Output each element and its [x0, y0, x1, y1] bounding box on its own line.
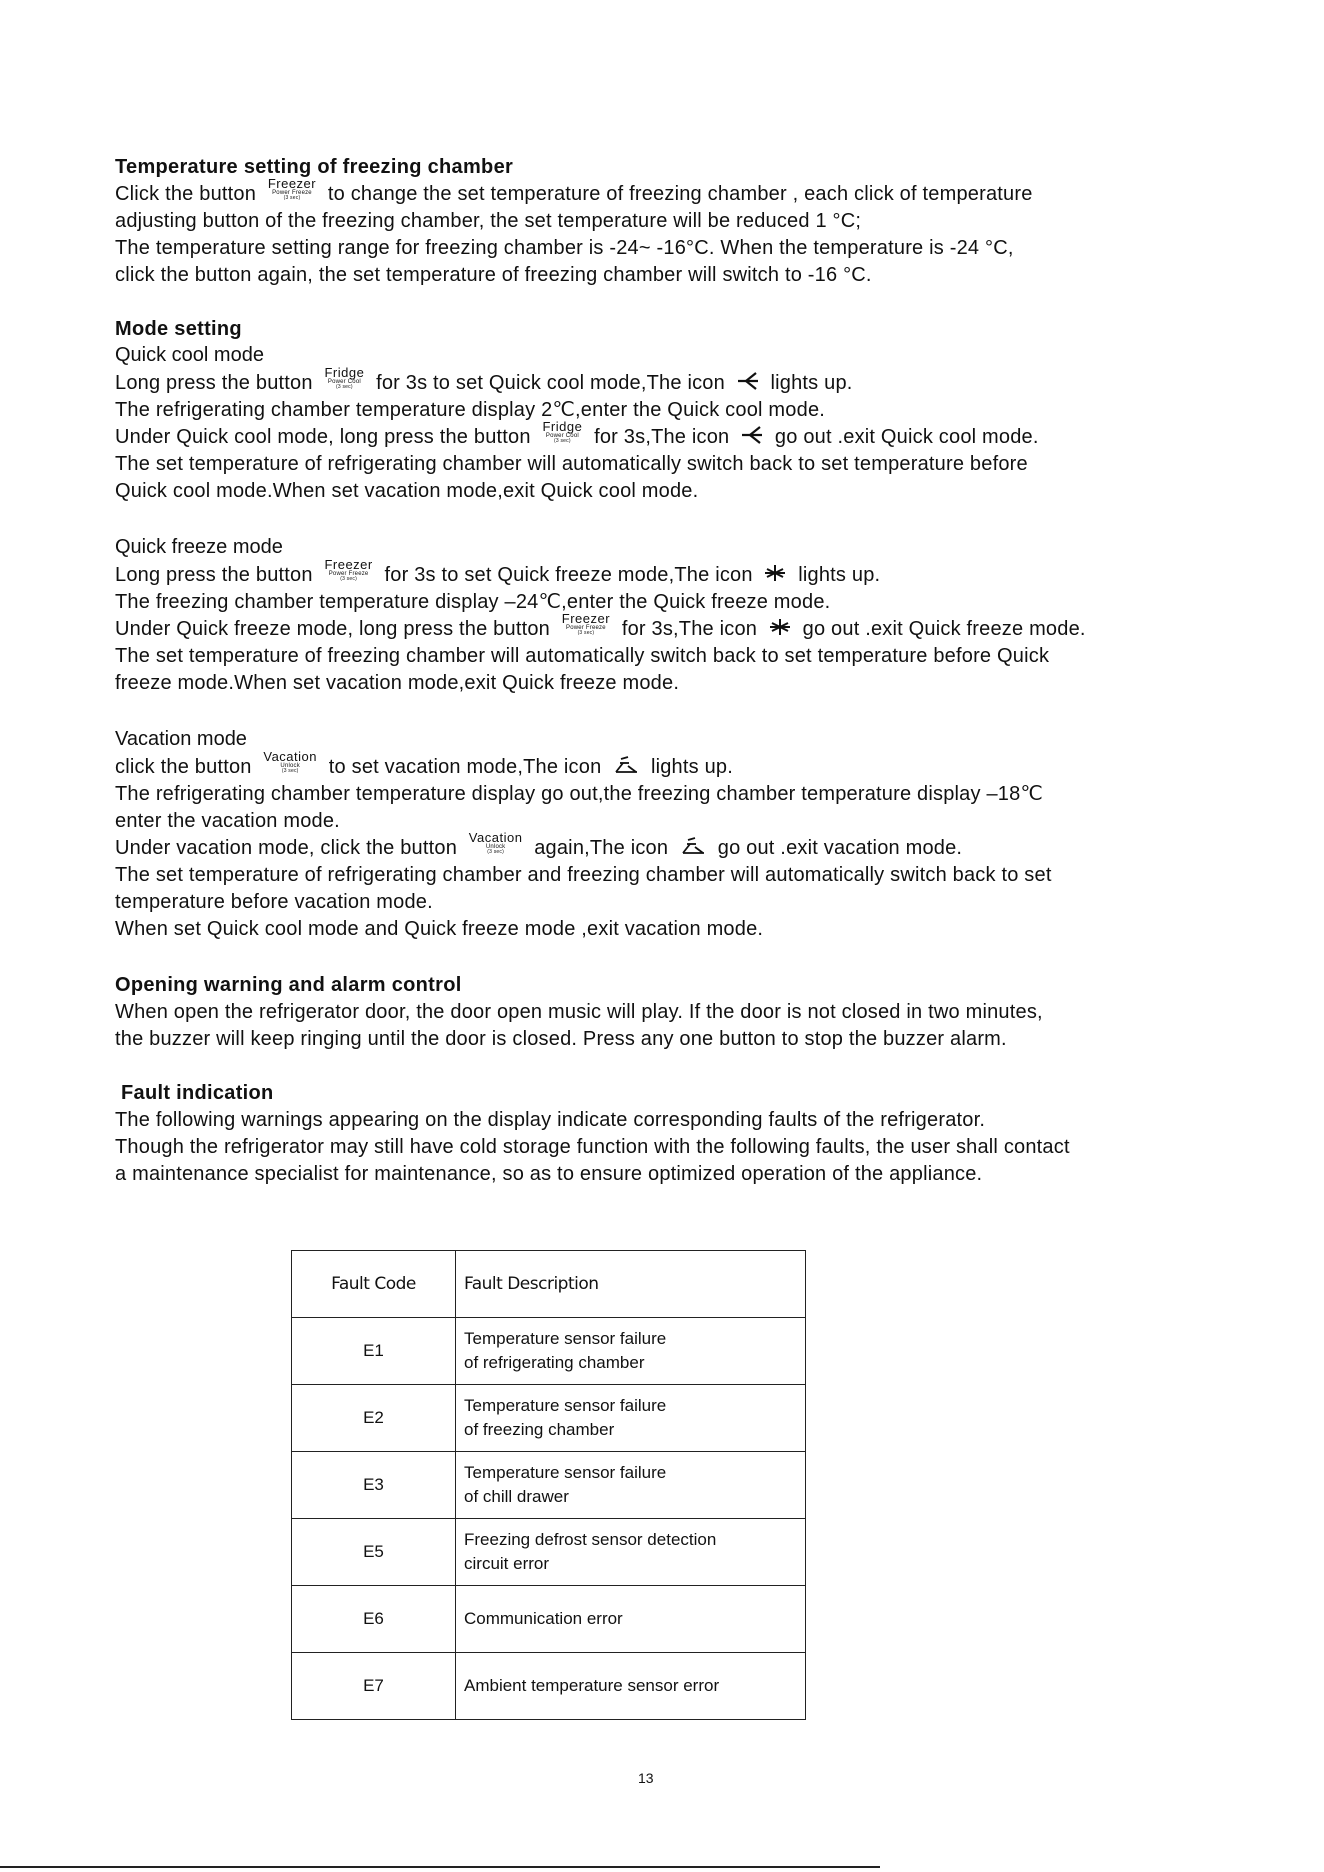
snowflake-icon: [769, 618, 791, 642]
freezer-label: Freezer: [267, 175, 317, 191]
fault-desc-line-1: Ambient temperature sensor error: [464, 1676, 720, 1695]
snowflake-icon: [764, 564, 786, 588]
hold-label: (3 sec): [487, 848, 504, 855]
fault-description-header: Fault Description: [456, 1251, 806, 1318]
page-number: 13: [638, 1770, 654, 1786]
quick-cool-line-2: The refrigerating chamber temperature display 2℃,enter the Quick cool mode.: [115, 399, 826, 421]
quick-cool-line-4: The set temperature of refrigerating chamber will automatically switch back to set temperature before: [115, 453, 1028, 475]
fault-desc-line-2: of refrigerating chamber: [464, 1353, 645, 1372]
freezer-button-label: [268, 177, 316, 201]
vacation-button-label: [263, 750, 317, 774]
hold-label: (3 sec): [281, 767, 299, 774]
quick-freeze-line-2: The freezing chamber temperature display –24℃,enter the Quick freeze mode.: [115, 591, 831, 613]
hold-label: (3 sec): [554, 437, 571, 444]
qf-line-3c: go out .exit Quick freeze mode.: [802, 618, 1086, 640]
hold-label: (3 sec): [340, 575, 357, 582]
fault-code: E2: [292, 1385, 456, 1452]
table-row: [292, 1318, 806, 1385]
quick-cool-line-5: Quick cool mode.When set vacation mode,exit Quick cool mode.: [115, 480, 699, 502]
qf-line-3a: Under Quick freeze mode, long press the button: [115, 618, 550, 640]
vacation-line-3: enter the vacation mode.: [115, 810, 340, 832]
quick-cool-icon: [741, 426, 763, 450]
vac-line-1c: lights up.: [650, 756, 733, 778]
qf-line-1c: lights up.: [798, 564, 881, 586]
vacation-line-1: [115, 748, 733, 780]
fault-description: [456, 1519, 806, 1586]
vacation-button-label: [469, 831, 523, 855]
fault-table: [291, 1250, 806, 1720]
fridge-button-label: [542, 420, 582, 444]
vacation-heading: Vacation mode: [115, 728, 247, 750]
temp-line-1a: Click the button: [115, 183, 257, 205]
fault-description: [456, 1385, 806, 1452]
fault-desc-line-1: Temperature sensor failure: [464, 1463, 667, 1482]
table-row: [292, 1519, 806, 1586]
qc-line-1a: Long press the button: [115, 372, 313, 394]
fault-code: E3: [292, 1452, 456, 1519]
quick-cool-line-3: [115, 418, 1039, 450]
table-row: [292, 1653, 806, 1720]
vacation-sub-label: Unlock: [485, 843, 506, 850]
vacation-line-6: temperature before vacation mode.: [115, 891, 433, 913]
qc-line-3a: Under Quick cool mode, long press the button: [115, 426, 531, 448]
temp-line-2: adjusting button of the freezing chamber, the set temperature will be reduced 1 °C;: [115, 210, 862, 232]
quick-cool-line-1: [115, 364, 853, 396]
qc-line-1b: for 3s to set Quick cool mode,The icon: [376, 372, 725, 394]
fault-desc-line-2: of freezing chamber: [464, 1420, 615, 1439]
vac-line-4c: go out .exit vacation mode.: [717, 837, 963, 859]
fault-description: [456, 1586, 806, 1653]
fault-code-header: Fault Code: [292, 1251, 456, 1318]
fault-line-3: a maintenance specialist for maintenance, so as to ensure optimized operation of the appliance.: [115, 1163, 983, 1185]
qc-line-1c: lights up.: [770, 372, 853, 394]
table-row: [292, 1452, 806, 1519]
fault-description: [456, 1452, 806, 1519]
section-title-alarm: Opening warning and alarm control: [115, 974, 462, 996]
fridge-sub-label: Power Cool: [327, 378, 361, 385]
freezer-sub-label: Power Freeze: [272, 189, 312, 196]
freezer-button-label: [324, 558, 372, 582]
fault-desc-line-1: Temperature sensor failure: [464, 1396, 667, 1415]
hold-label: (3 sec): [336, 383, 353, 390]
bottom-divider: [0, 1866, 880, 1868]
hold-label: (3 sec): [577, 629, 595, 636]
qf-line-1b: for 3s to set Quick freeze mode,The icon: [384, 564, 753, 586]
fault-code: E6: [292, 1586, 456, 1653]
quick-freeze-heading: Quick freeze mode: [115, 536, 283, 558]
vacation-line-2: The refrigerating chamber temperature display go out,the freezing chamber temperature display –18℃: [115, 783, 1044, 805]
temp-line-1b: to change the set temperature of freezing chamber , each click of temperature: [327, 183, 1033, 205]
vacation-icon: [613, 756, 639, 780]
fault-desc-line-1: Freezing defrost sensor detection: [464, 1530, 717, 1549]
vacation-label: Vacation: [263, 748, 318, 764]
quick-freeze-line-5: freeze mode.When set vacation mode,exit Quick freeze mode.: [115, 672, 680, 694]
quick-freeze-line-4: The set temperature of freezing chamber will automatically switch back to set temperature before Quick: [115, 645, 1050, 667]
table-row: [292, 1586, 806, 1653]
qf-line-1a: Long press the button: [115, 564, 313, 586]
fridge-button-label: [324, 366, 364, 390]
quick-cool-icon: [737, 372, 759, 396]
fault-description: [456, 1653, 806, 1720]
vacation-line-7: When set Quick cool mode and Quick freeze mode ,exit vacation mode.: [115, 918, 764, 940]
fault-code: E1: [292, 1318, 456, 1385]
hold-label: (3 sec): [283, 194, 301, 201]
fridge-sub-label: Power Cool: [545, 432, 579, 439]
fault-table-header: [292, 1251, 806, 1318]
vacation-sub-label: Unlock: [280, 762, 300, 769]
qc-line-3c: go out .exit Quick cool mode.: [774, 426, 1039, 448]
vac-line-4b: again,The icon: [534, 837, 669, 859]
fridge-label: Fridge: [542, 418, 583, 434]
temp-line-3: The temperature setting range for freezing chamber is -24~ -16°C. When the temperature is -24 °C,: [115, 237, 1014, 259]
section-title-fault: Fault indication: [121, 1082, 274, 1104]
quick-freeze-line-3: [115, 610, 1086, 642]
fault-desc-line-2: circuit error: [464, 1554, 550, 1573]
freezer-sub-label: Power Freeze: [566, 624, 606, 631]
qf-line-3b: for 3s,The icon: [621, 618, 758, 640]
vacation-line-4: [115, 829, 963, 861]
section-title-temperature: Temperature setting of freezing chamber: [115, 156, 514, 178]
temp-line-1: [115, 175, 1033, 207]
vac-line-1b: to set vacation mode,The icon: [328, 756, 602, 778]
temp-line-4: click the button again, the set temperature of freezing chamber will switch to -16 °C.: [115, 264, 872, 286]
fault-desc-line-1: Communication error: [464, 1609, 623, 1628]
vac-line-1a: click the button: [115, 756, 252, 778]
fridge-label: Fridge: [324, 364, 365, 380]
freezer-sub-label: Power Freeze: [328, 570, 369, 577]
freezer-label: Freezer: [561, 610, 611, 626]
alarm-line-2: the buzzer will keep ringing until the door is closed. Press any one button to stop the buzzer alarm.: [115, 1028, 1007, 1050]
vacation-line-5: The set temperature of refrigerating chamber and freezing chamber will automatically switch back to set: [115, 864, 1052, 886]
freezer-label: Freezer: [324, 556, 373, 572]
quick-freeze-line-1: [115, 556, 881, 588]
vacation-icon: [680, 837, 706, 861]
section-title-mode: Mode setting: [115, 318, 242, 340]
fault-line-2: Though the refrigerator may still have cold storage function with the following faults, the user shall contact: [115, 1136, 1070, 1158]
qc-line-3b: for 3s,The icon: [594, 426, 730, 448]
fault-description: [456, 1318, 806, 1385]
table-row: [292, 1385, 806, 1452]
alarm-line-1: When open the refrigerator door, the door open music will play. If the door is not closed in two minutes,: [115, 1001, 1043, 1023]
vac-line-4a: Under vacation mode, click the button: [115, 837, 458, 859]
vacation-label: Vacation: [468, 829, 523, 845]
fault-desc-line-2: of chill drawer: [464, 1487, 569, 1506]
quick-cool-heading: Quick cool mode: [115, 344, 264, 366]
fault-desc-line-1: Temperature sensor failure: [464, 1329, 667, 1348]
fault-code: E5: [292, 1519, 456, 1586]
fault-line-1: The following warnings appearing on the display indicate corresponding faults of the refrigerator.: [115, 1109, 986, 1131]
fault-code: E7: [292, 1653, 456, 1720]
freezer-button-label: [562, 612, 610, 636]
